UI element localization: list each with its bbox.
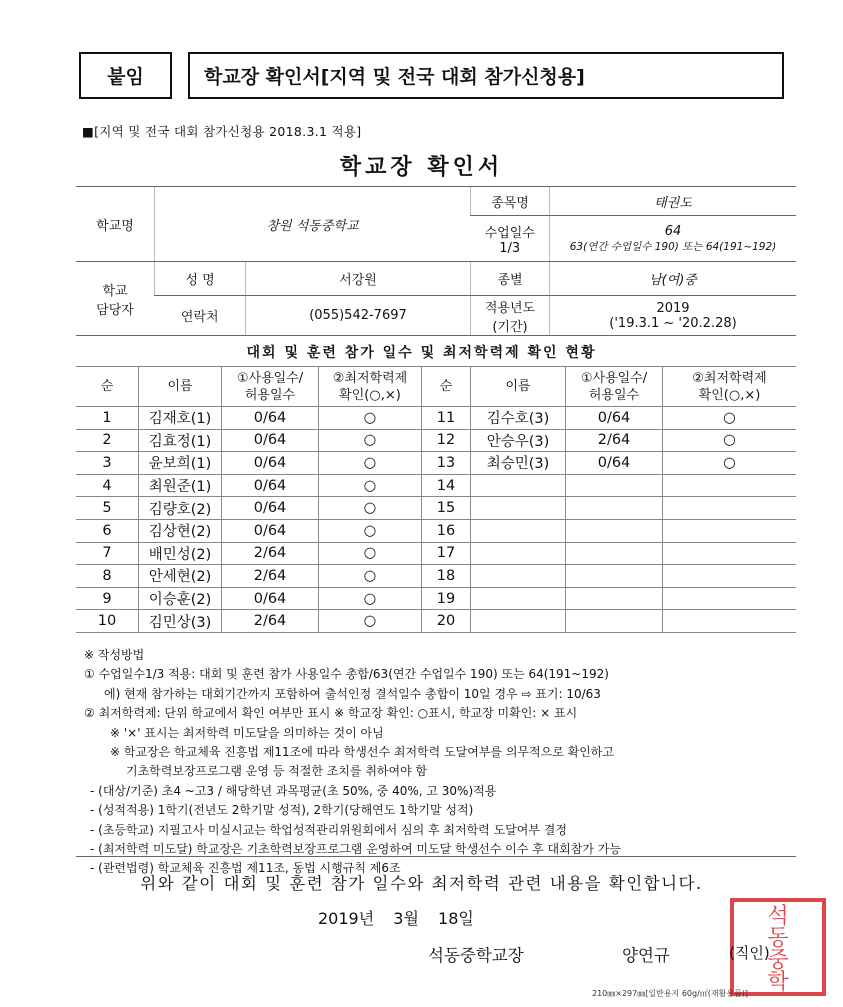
table-row: [76, 452, 796, 475]
row-no: 13: [422, 452, 471, 475]
row-check: [663, 474, 797, 497]
notes-heading: ※ 작성방법: [84, 648, 145, 662]
table-row: [76, 542, 796, 565]
row-days: 0/64: [222, 497, 319, 520]
manager-label-line2: 담당자: [96, 302, 134, 318]
row-check: [663, 565, 797, 588]
date-year: 2019년: [318, 909, 375, 928]
confirmation-text: 위와 같이 대회 및 훈련 참가 일수와 최저학력 관련 내용을 확인합니다.: [140, 874, 703, 893]
col-days-line1: ①사용일수/: [236, 370, 304, 386]
row-check: ○: [319, 429, 422, 452]
col-min-line2: 확인(○,×): [339, 387, 401, 403]
col-name-2: 이름: [471, 367, 566, 407]
row-days: 2/64: [222, 542, 319, 565]
row-name: 배민성(2): [139, 542, 222, 565]
school-value: 창원 석동중학교: [155, 187, 471, 262]
year-value-cell: [550, 296, 797, 336]
row-name: [471, 565, 566, 588]
row-no: 17: [422, 542, 471, 565]
row-days: 0/64: [222, 587, 319, 610]
document-date: [318, 906, 474, 929]
date-month: 3월: [393, 909, 419, 928]
days-label: [471, 216, 550, 262]
row-days: 0/64: [222, 474, 319, 497]
table-row: [76, 407, 796, 430]
year-label-line1: 적용년도: [484, 300, 536, 316]
detail-3: - (초등학교) 지필고사 미실시교는 학업성적관리위원회에서 심의 후 최저학력 도달여부 결정: [90, 822, 567, 837]
signer-title: 석동중학교장: [428, 946, 524, 965]
row-no: 9: [76, 587, 139, 610]
section-title: 대회 및 훈련 참가 일수 및 최저학력제 확인 현황: [246, 345, 597, 361]
date-day: 18일: [438, 909, 474, 928]
table-row: [76, 474, 796, 497]
row-name: 윤보희(1): [139, 452, 222, 475]
contact-label: 연락처: [155, 296, 246, 336]
row-no: 18: [422, 565, 471, 588]
manager-label: [76, 262, 155, 336]
row-no: 15: [422, 497, 471, 520]
row-check: ○: [663, 407, 797, 430]
detail-5: - (관련법령) 학교체육 진흥법 제11조, 동법 시행규칙 제6조: [90, 861, 401, 876]
row-name: 김수호(3): [471, 407, 566, 430]
participation-table: [76, 366, 796, 633]
divider: [76, 856, 796, 857]
row-check: ○: [319, 407, 422, 430]
row-name: [471, 497, 566, 520]
col-days-2-line1: ①사용일수/: [580, 370, 648, 386]
detail-1: - (대상/기준) 초4 ~고3 / 해당학년 과목평균(초 50%, 중 40%, 고 30%)적용: [90, 783, 497, 798]
note-2: ② 최저학력제: 단위 학교에서 확인 여부만 표시 ※ 학교장 확인: ○표시, 학교장 미확인: × 표시: [84, 706, 578, 721]
table-body: [76, 407, 796, 633]
row-check: ○: [319, 587, 422, 610]
row-name: 김상현(2): [139, 519, 222, 542]
row-days: [566, 565, 663, 588]
row-no: 6: [76, 519, 139, 542]
row-no: 10: [76, 610, 139, 633]
row-name: 안세현(2): [139, 565, 222, 588]
col-min-2: [663, 367, 797, 407]
row-no: 14: [422, 474, 471, 497]
row-no: 2: [76, 429, 139, 452]
row-check: ○: [319, 452, 422, 475]
table-row: [76, 497, 796, 520]
attachment-tag: 붙임: [79, 52, 172, 99]
row-name: [471, 587, 566, 610]
row-days: [566, 610, 663, 633]
gender-label: 종별: [471, 262, 550, 296]
row-check: [663, 587, 797, 610]
row-name: 최승민(3): [471, 452, 566, 475]
row-no: 5: [76, 497, 139, 520]
row-name: 이승훈(2): [139, 587, 222, 610]
row-check: ○: [663, 429, 797, 452]
note-3: ※ '×' 표시는 최저학력 미도달을 의미하는 것이 아님: [110, 725, 384, 740]
row-check: ○: [319, 542, 422, 565]
row-no: 8: [76, 565, 139, 588]
row-days: 0/64: [222, 429, 319, 452]
table-row: [76, 610, 796, 633]
row-days: 0/64: [222, 452, 319, 475]
row-days: [566, 587, 663, 610]
seal-mark: (직인): [729, 944, 770, 962]
row-no: 19: [422, 587, 471, 610]
row-check: [663, 497, 797, 520]
days-note: 63(연간 수업일수 190) 또는 64(191~192): [569, 240, 777, 253]
row-no: 11: [422, 407, 471, 430]
row-name: [471, 610, 566, 633]
note-1a: ① 수업일수1/3 적용: 대회 및 훈련 참가 사용일수 총합/63(연간 수업일수 190) 또는 64(191~192): [84, 667, 609, 682]
row-name: [471, 519, 566, 542]
col-days-line2: 허용일수: [244, 387, 296, 403]
school-label: 학교명: [76, 187, 155, 262]
row-days: 2/64: [222, 610, 319, 633]
col-days-2-line2: 허용일수: [588, 387, 640, 403]
days-label-line1: 수업일수: [484, 225, 535, 241]
row-no: 20: [422, 610, 471, 633]
col-min-2-line1: ②최저학력제: [692, 370, 767, 386]
row-days: [566, 519, 663, 542]
days-value-cell: [550, 216, 797, 262]
days-label-line2: 1/3: [499, 240, 521, 256]
note-1b: 에) 현재 참가하는 대회기간까지 포함하여 출석인정 결석일수 총합이 10일 경우 ⇨ 표기: 10/63: [104, 686, 601, 701]
year-value: 2019: [656, 300, 690, 316]
note-4b: 기초학력보장프로그램 운영 등 적절한 조치를 취하여야 함: [126, 764, 428, 779]
row-days: 0/64: [222, 407, 319, 430]
days-value: 64: [664, 223, 682, 239]
table-row: [76, 519, 796, 542]
row-no: 3: [76, 452, 139, 475]
row-no: 7: [76, 542, 139, 565]
row-days: 0/64: [222, 519, 319, 542]
detail-2: - (성적적용) 1학기(전년도 2학기말 성적), 2학기(당해연도 1학기말 성적): [90, 803, 474, 818]
table-row: [76, 429, 796, 452]
row-check: ○: [319, 565, 422, 588]
row-days: [566, 542, 663, 565]
row-check: ○: [663, 452, 797, 475]
row-no: 1: [76, 407, 139, 430]
row-name: 김량호(2): [139, 497, 222, 520]
col-name: 이름: [139, 367, 222, 407]
event-label: 종목명: [471, 187, 550, 216]
row-check: ○: [319, 474, 422, 497]
row-days: [566, 497, 663, 520]
contact-value: (055)542-7697: [246, 296, 471, 336]
year-label: [471, 296, 550, 336]
row-name: 김민상(3): [139, 610, 222, 633]
form-title: 학교장 확인서[지역 및 전국 대회 참가신청용]: [188, 52, 784, 99]
row-check: [663, 610, 797, 633]
paper-spec: 210㎜×297㎜[일반용지 60g/㎡(재활용품)]: [592, 989, 749, 998]
table-row: [76, 587, 796, 610]
row-days: [566, 474, 663, 497]
col-min: [319, 367, 422, 407]
col-min-line1: ②최저학력제: [332, 370, 408, 386]
col-days-2: [566, 367, 663, 407]
row-name: 김효정(1): [139, 429, 222, 452]
col-min-2-line2: 확인(○,×): [698, 387, 761, 403]
year-label-line2: (기간): [492, 319, 528, 335]
row-days: 0/64: [566, 407, 663, 430]
name-value: 서강원: [246, 262, 471, 296]
period-value: ('19.3.1 ~ '20.2.28): [609, 315, 737, 331]
col-days: [222, 367, 319, 407]
manager-label-line1: 학교: [102, 283, 128, 299]
form-version-note: ■[지역 및 전국 대회 참가신청용 2018.3.1 적용]: [82, 124, 362, 139]
row-check: [663, 519, 797, 542]
row-name: 김재호(1): [139, 407, 222, 430]
row-name: 안승우(3): [471, 429, 566, 452]
row-check: [663, 542, 797, 565]
row-days: 2/64: [566, 429, 663, 452]
event-value: 태권도: [550, 187, 797, 216]
row-name: [471, 474, 566, 497]
col-no: 순: [76, 367, 139, 407]
row-name: [471, 542, 566, 565]
official-seal-stamp: 석 동 중 학: [730, 898, 826, 996]
gender-value: 남(여)중: [550, 262, 797, 296]
name-label: 성 명: [155, 262, 246, 296]
principal-name: 양연규: [622, 946, 670, 965]
note-4a: ※ 학교장은 학교체육 진흥법 제11조에 따라 학생선수 최저학력 도달여부를 의무적으로 확인하고: [110, 745, 614, 760]
document-title: 학교장 확인서: [339, 155, 504, 180]
row-name: 최원준(1): [139, 474, 222, 497]
row-days: 2/64: [222, 565, 319, 588]
row-no: 16: [422, 519, 471, 542]
instructions: [84, 646, 804, 879]
row-check: ○: [319, 497, 422, 520]
row-days: 0/64: [566, 452, 663, 475]
row-no: 12: [422, 429, 471, 452]
detail-4: - (최저학력 미도달) 학교장은 기초학력보장프로그램 운영하여 미도달 학생선수 이수 후 대회참가 가능: [90, 842, 621, 857]
row-no: 4: [76, 474, 139, 497]
table-row: [76, 565, 796, 588]
row-check: ○: [319, 519, 422, 542]
col-no-2: 순: [422, 367, 471, 407]
school-info-table: [76, 186, 796, 336]
row-check: ○: [319, 610, 422, 633]
